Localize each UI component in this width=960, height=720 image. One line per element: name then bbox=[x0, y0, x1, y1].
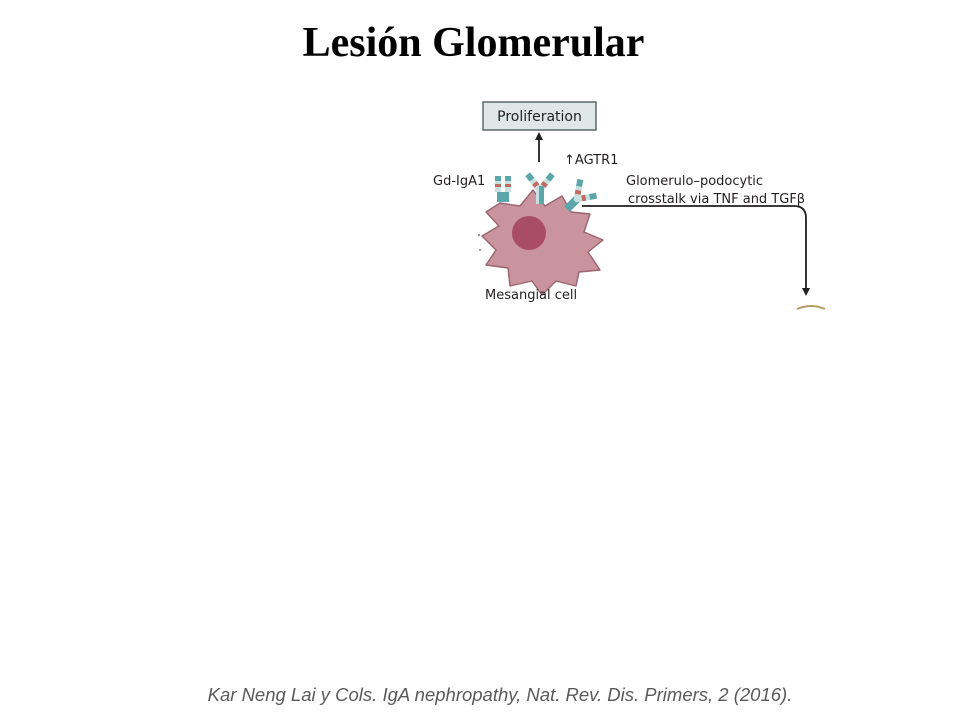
podocyte-fragment bbox=[797, 306, 825, 309]
stray-dot-2 bbox=[479, 249, 481, 251]
agtr1-text: AGTR1 bbox=[574, 153, 619, 168]
stray-dot-1 bbox=[478, 234, 480, 236]
proliferation-label: Proliferation bbox=[497, 109, 582, 125]
up-arrow-icon: ↑ bbox=[564, 153, 575, 168]
agtr1-label bbox=[564, 153, 618, 168]
citation: Kar Neng Lai y Cols. IgA nephropathy, Nat. Rev. Dis. Primers, 2 (2016). bbox=[207, 684, 793, 705]
crosstalk-line-1: Glomerulo–podocytic bbox=[626, 174, 764, 189]
slide-title: Lesión Glomerular bbox=[302, 20, 645, 66]
gd-iga1-label: Gd-IgA1 bbox=[433, 174, 486, 189]
proliferation-box bbox=[483, 102, 596, 130]
cell-nucleus bbox=[512, 216, 546, 250]
crosstalk-arrow bbox=[582, 206, 806, 292]
crosstalk-line-2: crosstalk via TNF and TGFβ bbox=[628, 192, 806, 207]
mesangial-cell-label: Mesangial cell bbox=[485, 288, 578, 303]
gd-iga1-antibody-icon bbox=[495, 176, 511, 202]
